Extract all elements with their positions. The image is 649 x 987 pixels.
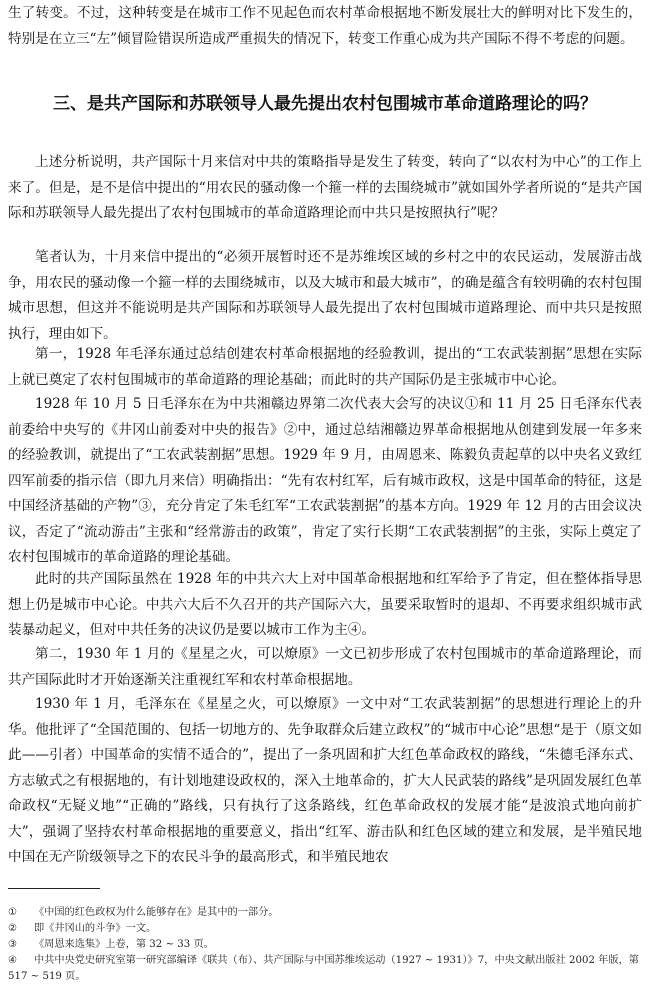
paragraph-second-point: 第二，1930 年 1 月的《星星之火，可以燎原》一文已初步形成了农村包围城市的革命道路理论，而共产国际此时才开始逐渐关注重视红军和农村革命根据地。 (8, 646, 642, 688)
paragraph-comintern-sixth: 此时的共产国际虽然在 1928 年的中共六大上对中国革命根据地和红军给予了肯定，但在整体指导思想上仍是城市中心论。中共六大后不久召开的共产国际六大，虽要采取暂时的退却、不再要求组织城市武装暴动起义，但对中共任务的决议仍是要以城市工作为主④。 (8, 571, 642, 638)
paragraph-author-view: 笔者认为，十月来信中提出的“必须开展暂时还不是苏维埃区域的乡村之中的农民运动，发展游击战争，用农民的骚动像一个箍一样的去围绕城市，以及大城市和最大城市”，的确是蕴含有较明确的农村包围城市思想，但这并不能说明是共产国际和苏联领导人最先提出了农村包围城市道路理论、而中共只是按照执行，理由如下。 (8, 249, 642, 342)
section-heading: 三、是共产国际和苏联领导人最先提出农村包围城市革命道路理论的吗？ (53, 94, 597, 114)
footnote-2 (8, 921, 642, 937)
footnote-text: 即《井冈山的斗争》一文。 (34, 923, 157, 934)
paragraph-continued: 生了转变。不过，这种转变是在城市工作不见起色而农村革命根据地不断发展壮大的鲜明对比下发生的，特别是在立三“左”倾冒险错误所造成严重损失的情况下，转变工作重心成为共产国际不得不考虑的问题。 (8, 5, 642, 47)
paragraph-spark-essay: 1930 年 1 月，毛泽东在《星星之火，可以燎原》一文中对“工农武装割据”的思想进行理论上的升华。他批评了“全国范围的、包括一切地方的、先争取群众后建立政权”的“城市中心论”思想“是于（原文如此——引者）中国革命的实情不适合的”，提出了一条巩固和扩大红色革命政权的路线，“朱德毛泽东式、方志敏式之有根据地的，有计划地建设政权的，深入土地革命的，扩大人民武装的路线”是巩固发展红色革命政权“无疑义地”“正确的”路线，只有执行了这条路线，红色革命政权的发展才能“是波浪式地向前扩大”，强调了坚持农村革命根据地的重要意义，指出“红军、游击队和红色区域的建立和发展，是半殖民地中国在无产阶级领导之下的农民斗争的最高形式，和半殖民地农 (8, 696, 642, 865)
footnote-divider (8, 888, 100, 889)
footnote-3 (8, 937, 642, 953)
footnote-marker: ③ (8, 939, 18, 950)
footnote-text: 《周恩来选集》上卷，第 32 ~ 33 页。 (34, 939, 214, 950)
footnote-1 (8, 905, 642, 921)
footnote-text: 《中国的红色政权为什么能够存在》是其中的一部分。 (34, 907, 279, 918)
paragraph-first-point: 第一，1928 年毛泽东通过总结创建农村革命根据地的经验教训，提出的“工农武装割据”思想在实际上就已奠定了农村包围城市的革命道路的理论基础；而此时的共产国际仍是主张城市中心论。 (8, 346, 642, 388)
footnote-text: 中共中央党史研究室第一研究部编译《联共（布）、共产国际与中国苏维埃运动（1927 ~ 1931）》7，中央文献出版社 2002 年版，第 517 ~ 519 页。 (8, 955, 639, 982)
footnote-marker: ② (8, 923, 18, 934)
paragraph-1928-resolution: 1928 年 10 月 5 日毛泽东在为中共湘赣边界第二次代表大会写的决议①和 11 月 25 日毛泽东代表前委给中央写的《井冈山前委对中央的报告》②中，通过总结湘赣边界革命根据地从创建到发展一年多来的经验教训，就提出了“工农武装割据”思想。1929 年 9 月，由周恩来、陈毅负责起草的以中央名义致红四军前委的指示信（即九月来信）明确指出：“先有农村红军，后有城市政权，这是中国革命的特征，这是中国经济基础的产物”③，充分肯定了朱毛红军“工农武装割据”的基本方向。1929 年 12 月的古田会议决议，否定了“流动游击”主张和“经常游击的政策”，肯定了实行长期“工农武装割据”的主张，实际上奠定了农村包围城市的革命道路的理论基础。 (8, 396, 642, 565)
footnote-marker: ④ (8, 955, 18, 966)
footnote-4 (8, 953, 642, 985)
paragraph-analysis: 上述分析说明，共产国际十月来信对中共的策略指导是发生了转变，转向了“以农村为中心”的工作上来了。但是，是不是信中提出的“用农民的骚动像一个箍一样的去围绕城市”就如国外学者所说的“是共产国际和苏联领导人最先提出了农村包围城市的革命道路理论而中共只是按照执行”呢？ (8, 154, 642, 221)
footnote-marker: ① (8, 907, 18, 918)
